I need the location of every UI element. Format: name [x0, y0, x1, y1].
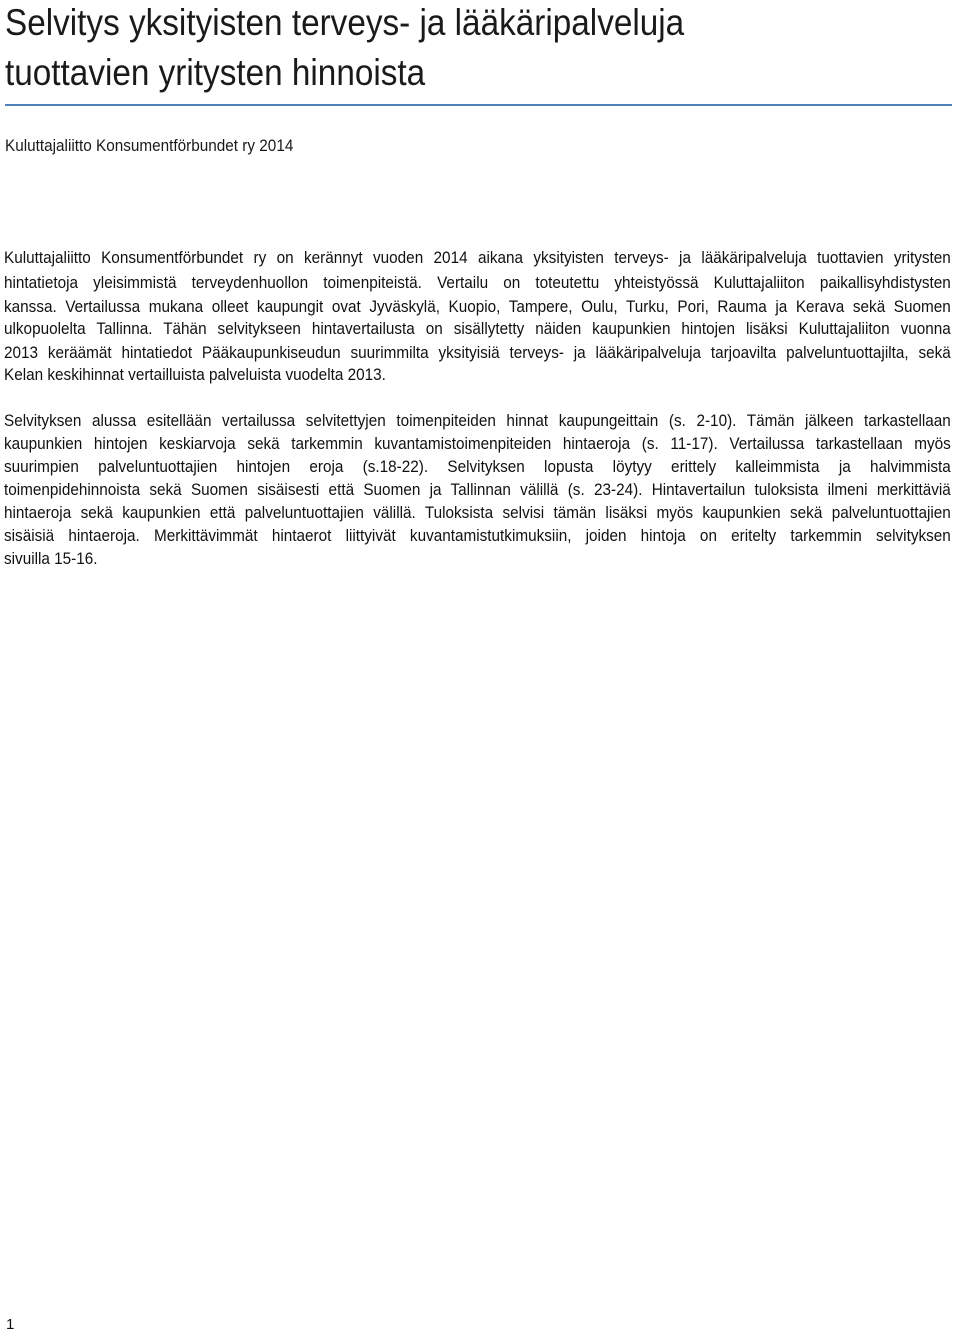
paragraph-1-line-2: hintatietoja yleisimmistä terveydenhuollon toimenpiteistä. Vertailu on toteutettu yhteistyössä Kuluttajaliiton paikallisyhdistysten	[4, 273, 951, 292]
paragraph-1-line-4: ulkopuolelta Tallinna. Tähän selvitykseen hintavertailusta on sisällytetty näiden kaupunkien hintojen lisäksi Kuluttajaliiton vuonna	[4, 319, 951, 338]
page-number: 1	[6, 1316, 15, 1333]
document-subtitle: Kuluttajaliitto Konsumentförbundet ry 2014	[5, 136, 294, 155]
paragraph-2-line-4: toimenpidehinnoista sekä Suomen sisäisesti että Suomen ja Tallinnan välillä (s. 23-24). Hintavertailun tuloksista ilmeni merkittäviä	[4, 480, 951, 499]
document-title	[5, 0, 856, 98]
paragraph-2-line-7: sivuilla 15-16.	[4, 549, 98, 568]
paragraph-2-line-5: hintaeroja sekä kaupunkien että palveluntuottajien välillä. Tuloksista selvisi tämän lisäksi myös kaupunkien sekä palveluntuottajien	[4, 503, 951, 522]
paragraph-1-line-6: Kelan keskihinnat vertailluista palveluista vuodelta 2013.	[4, 365, 386, 384]
title-divider	[5, 104, 952, 106]
paragraph-2-line-2: kaupunkien hintojen keskiarvoja sekä tarkemmin kuvantamistoimenpiteiden hintaeroja (s. 11-17). Vertailussa tarkastellaan myös	[4, 434, 951, 453]
paragraph-1-line-5: 2013 keräämät hintatiedot Pääkaupunkiseudun suurimmilta yksityisiä terveys- ja lääkäripalveluja tarjoavilta palveluntuottajilta, sekä	[4, 343, 951, 362]
title-line-2: tuottavien yritysten hinnoista	[5, 52, 426, 93]
paragraph-2-line-1: Selvityksen alussa esitellään vertailussa selvitettyjen toimenpiteiden hinnat kaupungeittain (s. 2-10). Tämän jälkeen tarkastellaan	[4, 411, 951, 430]
paragraph-1-line-3: kanssa. Vertailussa mukana olleet kaupungit ovat Jyväskylä, Kuopio, Tampere, Oulu, Turku, Pori, Rauma ja Kerava sekä Suomen	[4, 297, 951, 316]
paragraph-2-line-6: sisäisiä hintaeroja. Merkittävimmät hintaerot liittyivät kuvantamistutkimuksiin, joiden hintoja on eritelty tarkemmin selvityksen	[4, 526, 951, 545]
paragraph-2-line-3: suurimpien palveluntuottajien hintojen eroja (s.18-22). Selvityksen lopusta löytyy erittely kalleimmista ja halvimmista	[4, 457, 951, 476]
paragraph-1-line-1: Kuluttajaliitto Konsumentförbundet ry on kerännyt vuoden 2014 aikana yksityisten terveys- ja lääkäripalveluja tuottavien yritysten	[4, 248, 951, 267]
title-line-1: Selvitys yksityisten terveys- ja lääkäripalveluja	[5, 2, 685, 43]
